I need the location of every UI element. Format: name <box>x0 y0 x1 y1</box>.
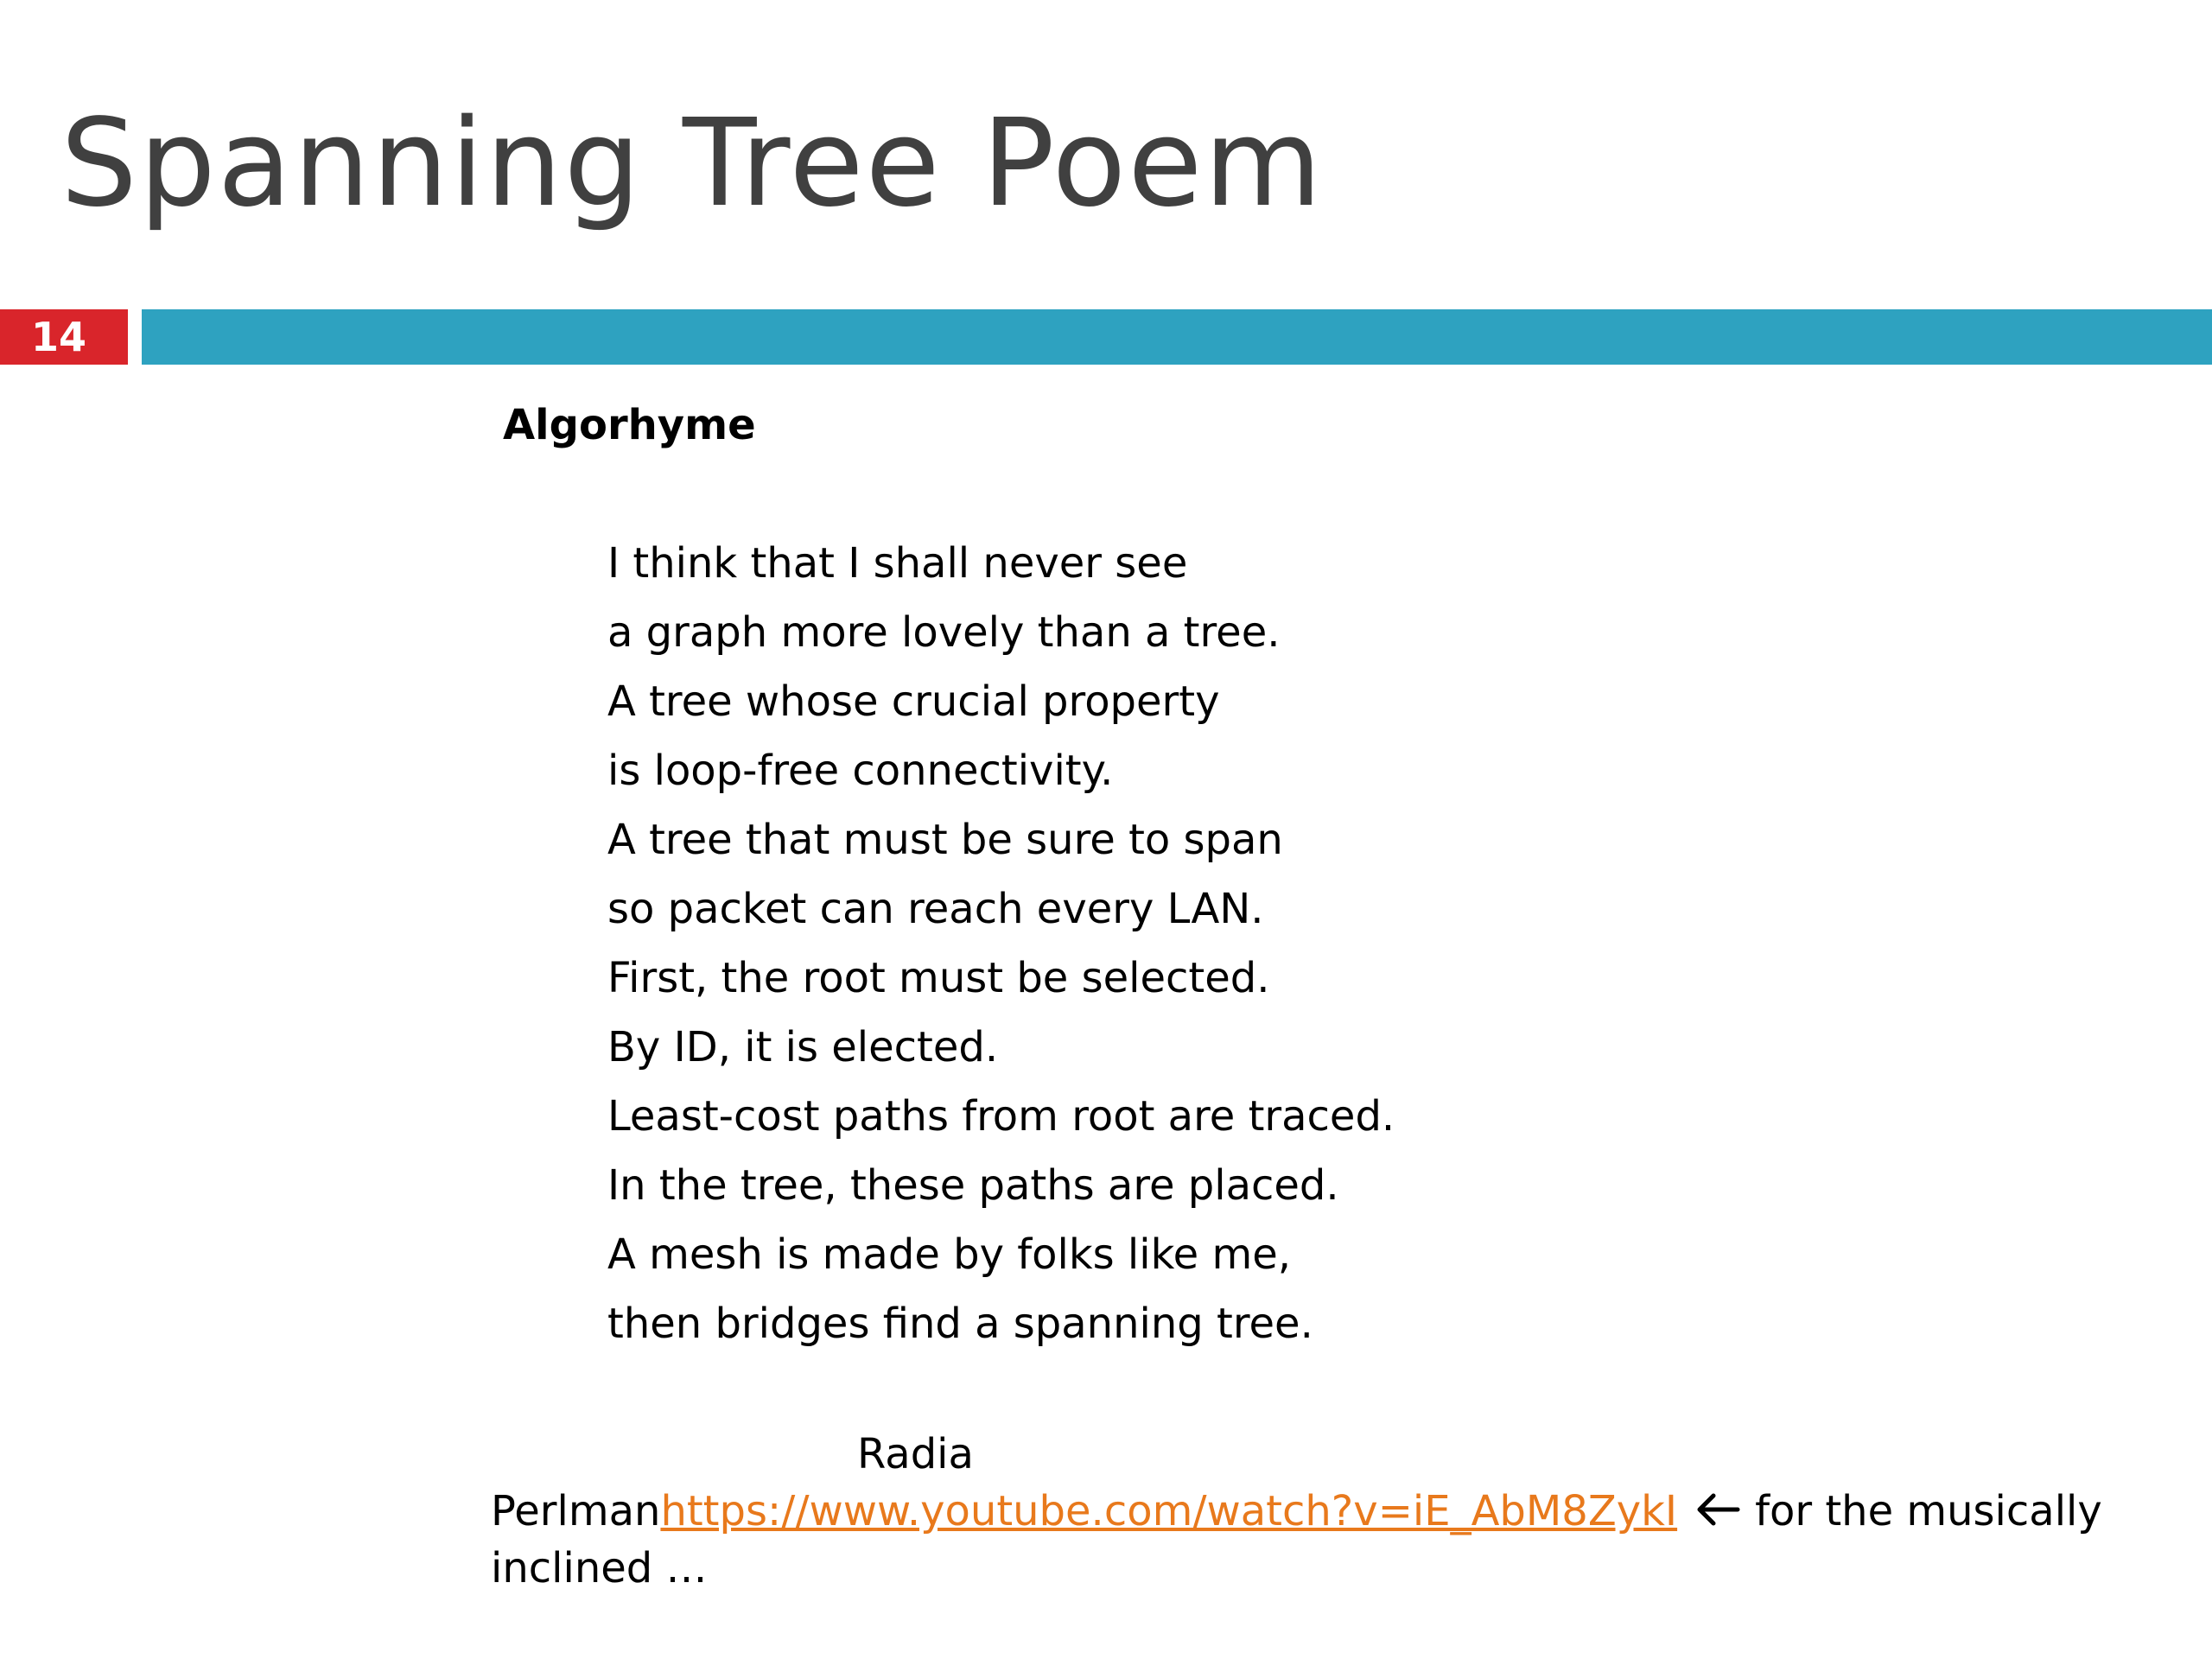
slide-title: Spanning Tree Poem <box>60 93 1324 234</box>
slide-number-badge <box>0 309 128 365</box>
poem-line: First, the root must be selected. <box>607 954 1270 1002</box>
poem-line: A mesh is made by folks like me, <box>607 1230 1291 1279</box>
poem-line: In the tree, these paths are placed. <box>607 1161 1339 1210</box>
poem-line: By ID, it is elected. <box>607 1023 999 1071</box>
accent-bar <box>142 309 2212 365</box>
attribution <box>491 1426 2184 1597</box>
poem-line: I think that I shall never see <box>607 539 1188 588</box>
poem-line: so packet can reach every LAN. <box>607 885 1264 933</box>
poem-line: A tree that must be sure to span <box>607 816 1283 864</box>
poem-line: Least-cost paths from root are traced. <box>607 1092 1395 1141</box>
poem-line: then bridges find a spanning tree. <box>607 1300 1313 1348</box>
author-first-name: Radia <box>857 1430 974 1478</box>
poem-title: Algorhyme <box>503 401 756 449</box>
author-last-name: Perlman <box>491 1487 661 1535</box>
poem-line: is loop-free connectivity. <box>607 747 1114 795</box>
left-arrow-icon <box>1693 1491 1743 1529</box>
poem-line: A tree whose crucial property <box>607 677 1220 726</box>
slide-number: 14 <box>30 314 86 360</box>
musical-note-text: for the musically <box>1755 1487 2102 1535</box>
musical-note-continuation: inclined … <box>491 1544 708 1592</box>
youtube-link[interactable]: https://www.youtube.com/watch?v=iE_AbM8ZykI <box>660 1487 1678 1535</box>
poem-body <box>607 529 1395 1358</box>
poem-line: a graph more lovely than a tree. <box>607 608 1281 657</box>
